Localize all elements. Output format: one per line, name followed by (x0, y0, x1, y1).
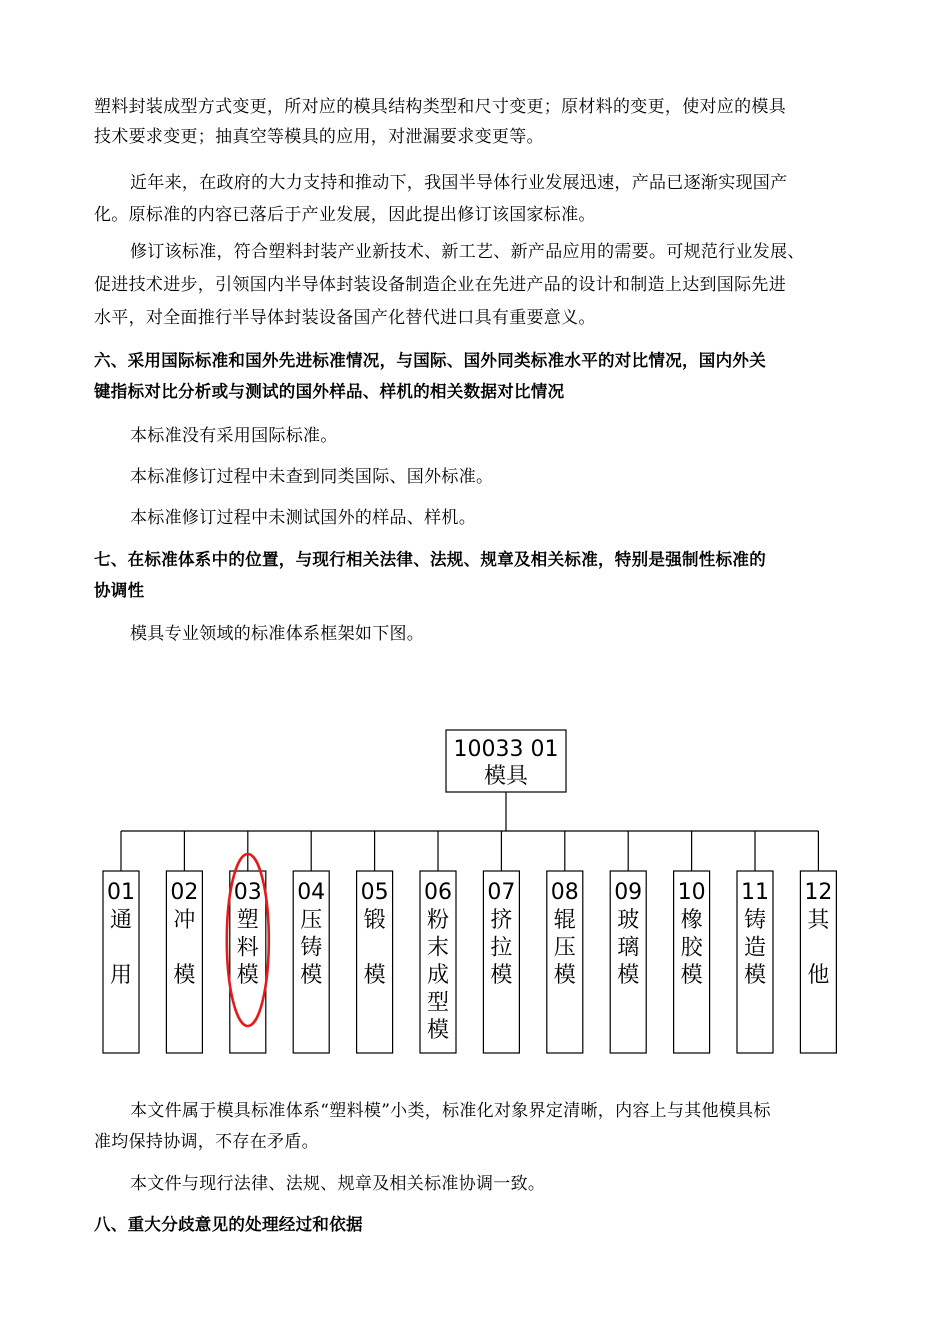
category-code: 08 (550, 880, 579, 905)
category-code: 07 (487, 880, 516, 905)
category-char: 模 (236, 963, 259, 988)
category-char: 拉 (490, 935, 513, 961)
category-code: 11 (741, 880, 769, 905)
paragraph-line: 本标准修订过程中未测试国外的样品、样机。 (130, 508, 476, 528)
category-char: 压 (300, 908, 323, 933)
paragraph-line: 化。原标准的内容已落后于产业发展，因此提出修订该国家标准。 (94, 205, 596, 225)
paragraph-line: 近年来，在政府的大力支持和推动下，我国半导体行业发展迅速，产品已逐渐实现国产 (130, 173, 788, 193)
category-char: 模 (490, 963, 513, 988)
category-code: 03 (233, 880, 262, 905)
category-char: 末 (426, 935, 450, 961)
category-char: 铸 (743, 908, 767, 933)
paragraph-line: 技术要求变更；抽真空等模具的应用，对泄漏要求变更等。 (94, 127, 544, 147)
paragraph-line: 本文件属于模具标准体系“塑料模”小类，标准化对象界定清晰，内容上与其他模具标 (130, 1101, 771, 1121)
category-char: 辊 (553, 908, 576, 933)
section-heading: 八、重大分歧意见的处理经过和依据 (94, 1215, 363, 1234)
category-char: 冲 (173, 908, 196, 933)
paragraph-line: 修订该标准，符合塑料封装产业新技术、新工艺、新产品应用的需要。可规范行业发展、 (130, 242, 805, 262)
category-char: 玻 (617, 908, 640, 933)
category-code: 09 (614, 880, 643, 905)
category-char: 橡 (680, 908, 703, 933)
section-heading: 七、在标准体系中的位置，与现行相关法律、法规、规章及相关标准，特别是强制性标准的 (94, 550, 766, 569)
paragraph-line: 塑料封装成型方式变更，所对应的模具结构类型和尺寸变更；原材料的变更，使对应的模具 (94, 97, 786, 117)
category-char: 模 (553, 963, 576, 988)
section-heading: 协调性 (94, 581, 145, 600)
category-char: 胶 (680, 935, 703, 961)
category-code: 06 (424, 880, 452, 905)
category-char: 璃 (617, 935, 640, 961)
category-char: 模 (680, 963, 703, 988)
paragraph-line: 模具专业领域的标准体系框架如下图。 (130, 624, 425, 644)
category-char: 通 (109, 908, 133, 933)
category-char: 模 (363, 963, 386, 988)
category-char: 用 (109, 963, 133, 988)
section-heading: 六、采用国际标准和国外先进标准情况，与国际、国外同类标准水平的对比情况，国内外关 (94, 351, 766, 370)
paragraph-line: 本标准没有采用国际标准。 (130, 426, 338, 446)
category-code: 02 (170, 880, 199, 905)
paragraph-line: 水平，对全面推行半导体封装设备国产化替代进口具有重要意义。 (94, 308, 596, 328)
paragraph-line: 本标准修订过程中未查到同类国际、国外标准。 (130, 467, 494, 487)
category-char: 铸 (300, 935, 323, 961)
category-char: 挤 (490, 908, 513, 933)
category-char: 造 (743, 935, 767, 961)
paragraph-line: 促进技术进步，引领国内半导体封装设备制造企业在先进产品的设计和制造上达到国际先进 (94, 275, 786, 295)
category-code: 05 (360, 880, 389, 905)
category-char: 锻 (363, 908, 386, 933)
category-char: 粉 (426, 908, 450, 933)
category-char: 料 (236, 935, 259, 961)
category-char: 模 (743, 963, 767, 988)
root-name: 模具 (483, 764, 529, 789)
category-code: 04 (297, 880, 326, 905)
category-char: 他 (807, 963, 830, 988)
category-char: 模 (426, 1018, 450, 1043)
paragraph-line: 准均保持协调，不存在矛盾。 (94, 1132, 319, 1152)
category-char: 模 (173, 963, 196, 988)
category-code: 12 (804, 880, 833, 905)
paragraph-line: 本文件与现行法律、法规、规章及相关标准协调一致。 (130, 1174, 546, 1194)
category-code: 01 (107, 880, 135, 905)
category-char: 塑 (236, 908, 259, 933)
category-char: 成 (426, 963, 450, 988)
section-heading: 键指标对比分析或与测试的国外样品、样机的相关数据对比情况 (94, 382, 565, 401)
category-char: 压 (553, 935, 576, 961)
category-char: 其 (807, 908, 830, 933)
root-code: 10033 01 (453, 737, 559, 762)
category-char: 模 (617, 963, 640, 988)
category-code: 10 (677, 880, 706, 905)
category-char: 型 (426, 990, 450, 1016)
category-char: 模 (300, 963, 323, 988)
